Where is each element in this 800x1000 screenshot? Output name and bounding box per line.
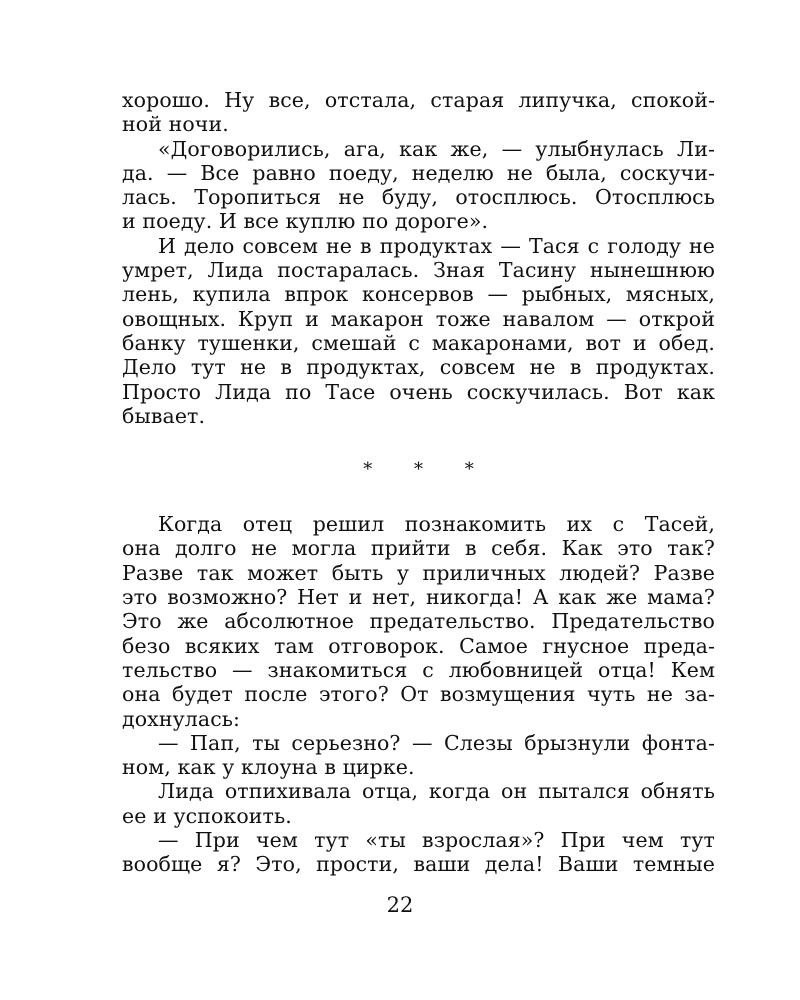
text-line: это возможно? Нет и нет, никогда! А как же мама? (122, 585, 715, 610)
text-line: — При чем тут «ты взрослая»? При чем тут (158, 828, 715, 853)
text-line: хорошо. Ну все, отстала, старая липучка, спокой- (122, 88, 715, 112)
text-line: и поеду. И все куплю по дороге». (122, 209, 489, 234)
section-separator: * * * (363, 459, 492, 481)
text-line: банку тушенки, смешай с макаронами, вот и обед. (122, 330, 715, 355)
text-line: — Пап, ты серьезно? — Слезы брызнули фонта- (158, 730, 715, 755)
text-line: лась. Торопиться не буду, отосплюсь. Отосплюсь (122, 185, 715, 210)
text-line: умрет, Лида постаралась. Зная Тасину нынешнюю (122, 258, 715, 283)
text-line: ном, как у клоуна в цирке. (122, 755, 415, 780)
page-number: 22 (386, 893, 414, 917)
text-line: она будет после этого? От возмущения чуть не за- (122, 682, 715, 707)
text-line: ной ночи. (122, 112, 229, 137)
text-line: тельство — знакомиться с любовницей отца! Кем (122, 657, 715, 682)
text-line: бывает. (122, 403, 206, 428)
text-line: Это же абсолютное предательство. Предательство (122, 609, 715, 634)
text-line: овощных. Круп и макарон тоже навалом — открой (122, 306, 715, 331)
text-line: Разве так может быть у приличных людей? Разве (122, 560, 715, 585)
text-line: безо всяких там отговорок. Самое гнусное преда- (122, 633, 715, 658)
text-line: лень, купила впрок консервов — рыбных, мясных, (122, 282, 715, 307)
text-line: Когда отец решил познакомить их с Тасей, (158, 512, 715, 537)
text-line: И дело совсем не в продуктах — Тася с голоду не (158, 233, 715, 258)
text-line: да. — Все равно поеду, неделю не была, соскучи- (122, 160, 715, 185)
text-line: Лида отпихивала отца, когда он пытался обнять (158, 779, 715, 804)
text-line: Просто Лида по Тасе очень соскучилась. Вот как (122, 379, 715, 404)
text-line: вообще я? Это, прости, ваши дела! Ваши темные (122, 852, 715, 877)
text-line: Дело тут не в продуктах, совсем не в продуктах. (122, 355, 715, 380)
text-line: она долго не могла прийти в себя. Как это так? (122, 536, 715, 561)
text-line: дохнулась: (122, 706, 241, 731)
text-line: ее и успокоить. (122, 803, 292, 828)
page-body (122, 88, 715, 877)
text-line: «Договорились, ага, как же, — улыбнулась Ли- (158, 136, 715, 161)
